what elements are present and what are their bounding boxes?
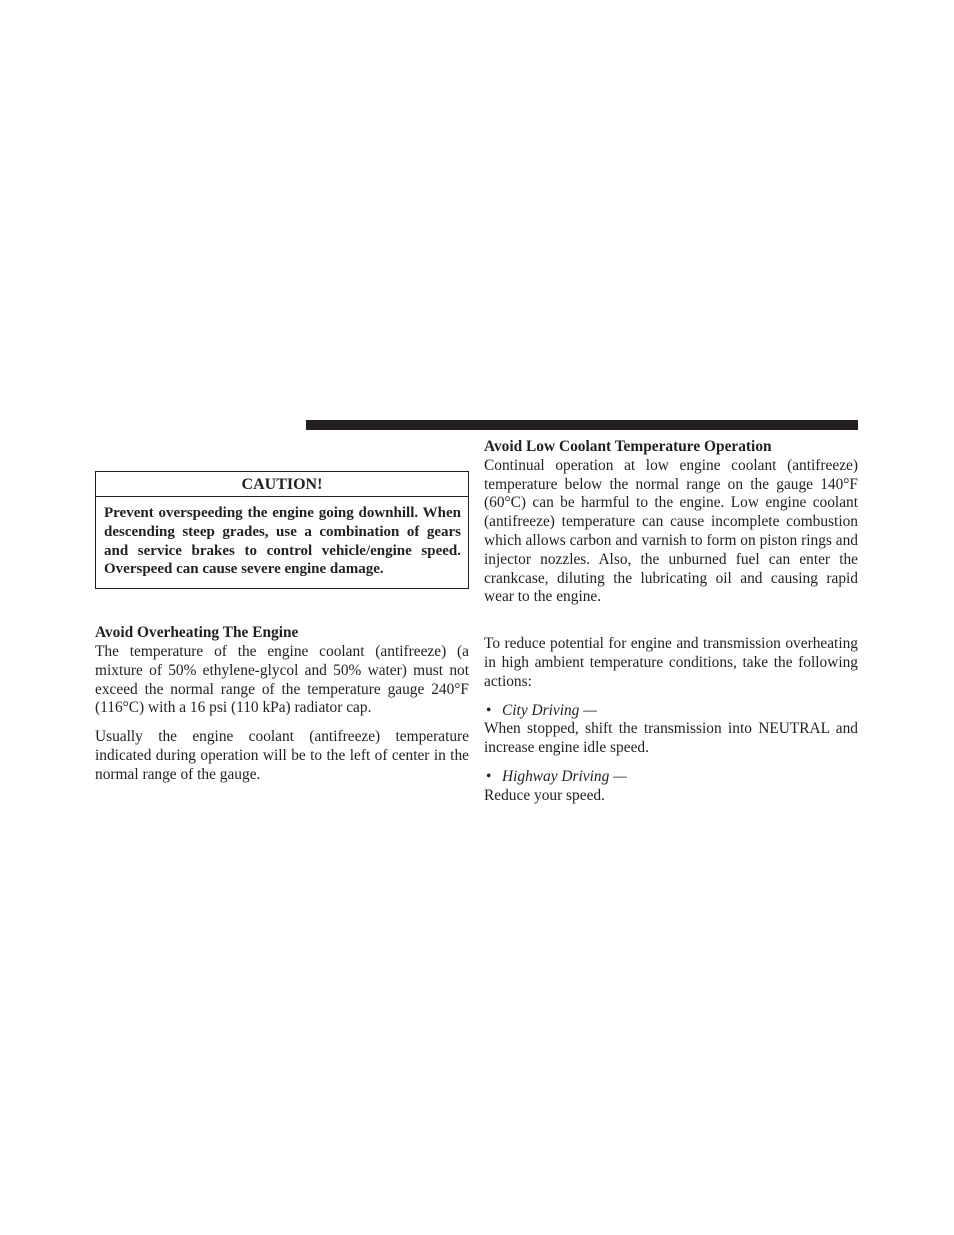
bullet-label: Highway Driving — <box>502 767 627 785</box>
caution-text: Prevent overspeeding the engine going downhill. When descending steep grades, use a combination of gears and service brakes to control vehicle/engine speed. Overspeed can cause severe engine damage. <box>104 505 461 578</box>
overheating-paragraph-2: Usually the engine coolant (antifreeze) temperature indicated during operation will be to the left of center in the normal range of the gauge. <box>95 728 469 783</box>
header-rule <box>306 420 858 430</box>
bullet-label: City Driving — <box>502 701 597 719</box>
bullet-text: Reduce your speed. <box>484 786 605 804</box>
overheating-paragraph-1: The temperature of the engine coolant (antifreeze) (a mixture of 50% ethylene-glycol and 50% water) must not exceed the normal range of the temperature gauge 240°F (116°C) with a 16 psi (110 kPa) radiator cap. <box>95 642 469 717</box>
left-column <box>95 471 469 785</box>
bullet-item-highway-driving <box>484 768 858 787</box>
low-coolant-heading: Avoid Low Coolant Temperature Operation <box>484 438 772 455</box>
bullet-icon: • <box>486 767 492 785</box>
caution-title: CAUTION! <box>96 472 468 497</box>
right-column <box>484 438 858 806</box>
reduce-overheating-intro: To reduce potential for engine and transmission overheating in high ambient temperature conditions, take the following actions: <box>484 635 858 690</box>
bullet-text: When stopped, shift the transmission into NEUTRAL and increase engine idle speed. <box>484 720 858 757</box>
caution-box <box>95 471 469 589</box>
overheating-heading: Avoid Overheating The Engine <box>95 624 299 642</box>
low-coolant-paragraph: Continual operation at low engine coolant (antifreeze) temperature below the normal range on the gauge 140°F (60°C) can be harmful to the engine. Low engine coolant (antifreeze) temperature can cause incomplete combustion which allows carbon and varnish to form on piston rings and injector nozzles. Also, the unburned fuel can enter the crankcase, diluting the lubricating oil and causing rapid wear to the engine. <box>484 456 858 606</box>
bullet-item-city-driving <box>484 702 858 721</box>
bullet-icon: • <box>486 701 492 719</box>
